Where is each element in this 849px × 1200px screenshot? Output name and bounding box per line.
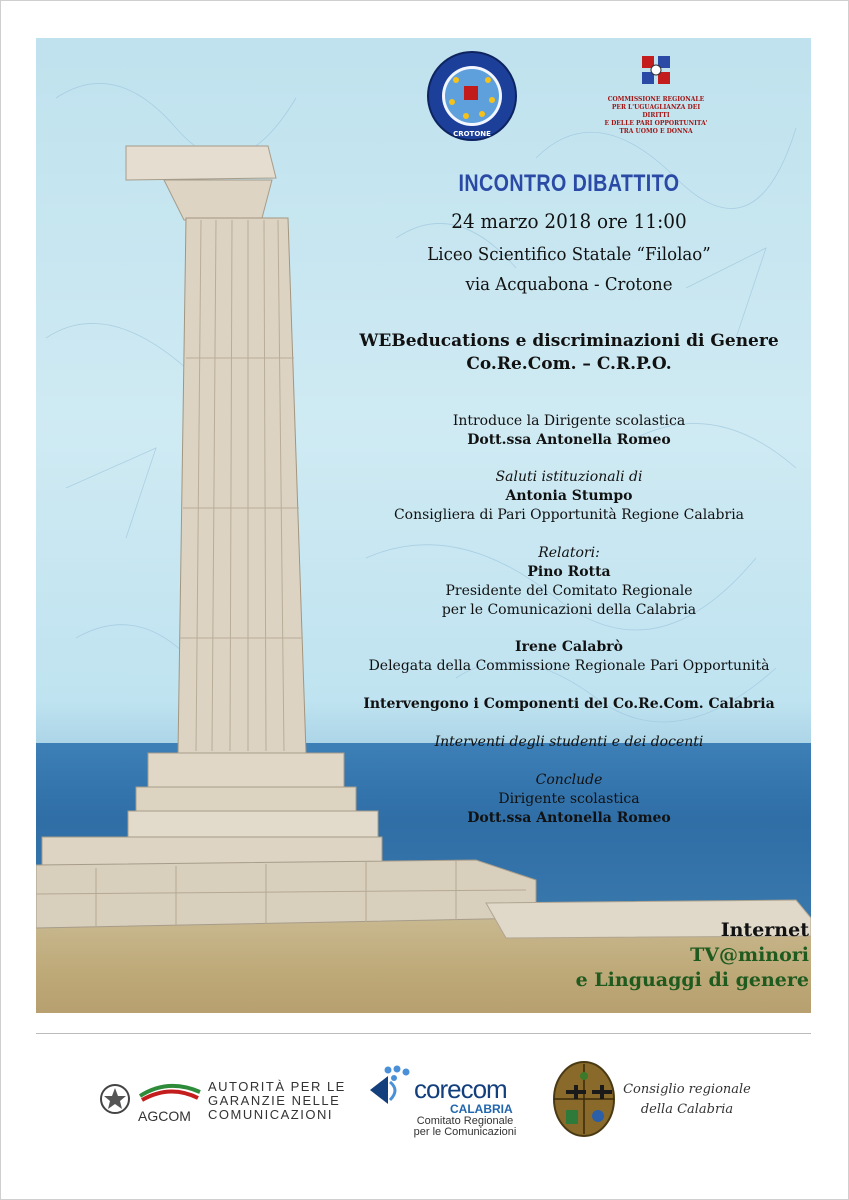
calabria-coat-of-arms-icon [552, 1060, 616, 1138]
intro-label: Introduce la Dirigente scolastica [452, 413, 686, 429]
tagline [576, 918, 809, 993]
speaker1-role-2: per le Comunicazioni della Calabria [441, 602, 697, 618]
intro-section [330, 412, 808, 450]
agcom-logo [98, 1072, 348, 1132]
corecom-logo [366, 1056, 526, 1144]
agcom-swoosh-icon [138, 1078, 202, 1106]
subject-line-1: WEBeducations e discriminazioni di Genere [359, 331, 779, 351]
footer-divider [36, 1033, 811, 1034]
students-line: Interventi degli studenti e dei docenti [434, 734, 704, 750]
components-line: Intervengono i Componenti del Co.Re.Com. Calabria [363, 696, 775, 712]
speaker1-role-1: Presidente del Comitato Regionale [445, 583, 693, 599]
agcom-text: AUTORITÀ PER LE GARANZIE NELLE COMUNICAZIONI [208, 1079, 346, 1122]
event-title: INCONTRO DIBATTITO [458, 170, 680, 197]
speaker2-name: Irene Calabrò [515, 639, 623, 655]
tagline-line-2: TV@minori [690, 944, 809, 966]
speakers-label: Relatori: [538, 545, 600, 561]
corecom-region: CALABRIA [450, 1102, 513, 1116]
event-date: 24 marzo 2018 ore 11:00 [451, 209, 687, 233]
greetings-name: Antonia Stumpo [505, 488, 633, 504]
event-address: via Acquabona - Crotone [465, 274, 673, 295]
speaker2-section [330, 638, 808, 676]
tagline-line-3: e Linguaggi di genere [575, 969, 809, 991]
speaker1-name: Pino Rotta [527, 564, 611, 580]
corecom-name: corecom [414, 1074, 507, 1104]
conclude-role: Dirigente scolastica [498, 791, 640, 807]
crpo-emblem-icon [638, 52, 674, 92]
corecom-description: Comitato Regionale per le Comunicazioni [413, 1115, 517, 1138]
italian-emblem-icon [98, 1080, 132, 1118]
subject-line-2: Co.Re.Com. – C.R.P.O. [466, 354, 672, 374]
crpo-logo-text: COMMISSIONE REGIONALE PER L'UGUAGLIANZA DEI DIRITTI E DELLE PARI OPPORTUNITA' TRA UOMO E DONNA [604, 96, 708, 135]
greetings-role: Consigliera di Pari Opportunità Regione Calabria [393, 507, 745, 523]
consiglio-calabria-name: Consiglio regionale della Calabria [623, 1082, 751, 1117]
speakers-section [330, 544, 808, 620]
svg-text:CROTONE: CROTONE [453, 130, 491, 138]
consiglio-calabria-logo [552, 1060, 752, 1140]
event-venue: Liceo Scientifico Statale “Filolao” [427, 244, 711, 265]
speaker2-role: Delegata della Commissione Regionale Pari Opportunità [368, 658, 770, 674]
agcom-label: AGCOM [138, 1108, 191, 1124]
conclude-label: Conclude [535, 772, 603, 788]
conclude-section [330, 771, 808, 828]
greetings-section [330, 468, 808, 525]
crpo-logo [600, 52, 712, 136]
corecom-emblem-icon [366, 1064, 414, 1108]
intro-name: Dott.ssa Antonella Romeo [467, 432, 671, 448]
conclude-name: Dott.ssa Antonella Romeo [467, 810, 671, 826]
tagline-line-1: Internet [720, 919, 809, 941]
event-subject [330, 330, 808, 376]
greetings-label: Saluti istituzionali di [495, 469, 643, 485]
liceo-filolao-logo [426, 50, 518, 142]
